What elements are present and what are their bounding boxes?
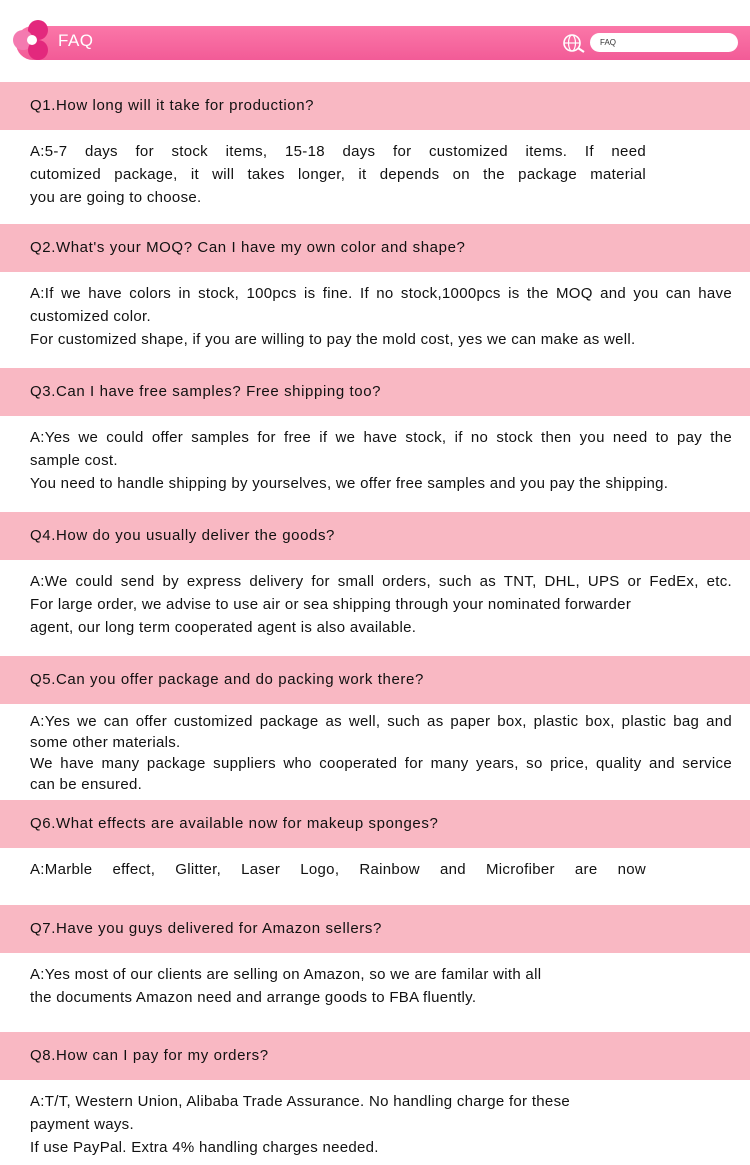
faq-answer: A:T/T, Western Union, Alibaba Trade Assurance. No handling charge for these payment ways. If use PayPal. Extra 4% handling charges needed. (30, 1093, 571, 1156)
faq-item-7 (0, 905, 750, 1032)
faq-question: Q5.Can you offer package and do packing work there? (0, 656, 750, 704)
search-input[interactable] (590, 33, 738, 52)
flower-logo-icon (10, 18, 54, 62)
faq-answer: A:We could send by express delivery for small orders, such as TNT, DHL, UPS or FedEx, etc. For large order, we advise to use air or sea shipping through your nominated forwarder agent, our long term cooperated agent is also available. (30, 573, 732, 636)
faq-item-8 (0, 1032, 750, 1165)
faq-list (0, 82, 750, 1165)
faq-item-5 (0, 656, 750, 800)
faq-question: Q4.How do you usually deliver the goods? (0, 512, 750, 560)
globe-search-icon[interactable] (562, 33, 586, 53)
faq-item-4 (0, 512, 750, 656)
faq-item-1 (0, 82, 750, 224)
faq-header (0, 0, 750, 70)
header-title: FAQ (58, 31, 94, 50)
faq-answer: A:Yes most of our clients are selling on Amazon, so we are familar with all the documents Amazon need and arrange goods to FBA fluently. (30, 966, 542, 1006)
faq-item-2 (0, 224, 750, 368)
faq-item-3 (0, 368, 750, 512)
faq-question: Q1.How long will it take for production? (0, 82, 750, 130)
faq-answer: A:Yes we can offer customized package as well, such as paper box, plastic box, plastic bag and some other materials. We have many package suppliers who cooperated for many years, so price, quality and service can be ensured. (30, 713, 732, 793)
faq-answer: A:Yes we could offer samples for free if we have stock, if no stock then you need to pay the sample cost. You need to handle shipping by yourselves, we offer free samples and you pay the shipping. (30, 429, 732, 492)
faq-answer: A:Marble effect, Glitter, Laser Logo, Rainbow and Microfiber are now (30, 861, 646, 878)
faq-answer: A:5-7 days for stock items, 15-18 days for customized items. If need cutomized package, it will takes longer, it depends on the package material you are going to choose. (30, 143, 646, 206)
faq-question: Q3.Can I have free samples? Free shipping too? (0, 368, 750, 416)
faq-question: Q6.What effects are available now for makeup sponges? (0, 800, 750, 848)
faq-question: Q7.Have you guys delivered for Amazon sellers? (0, 905, 750, 953)
faq-question: Q8.How can I pay for my orders? (0, 1032, 750, 1080)
faq-item-6 (0, 800, 750, 905)
faq-question: Q2.What's your MOQ? Can I have my own color and shape? (0, 224, 750, 272)
faq-answer: A:If we have colors in stock, 100pcs is fine. If no stock,1000pcs is the MOQ and you can have customized color. For customized shape, if you are willing to pay the mold cost, yes we can make as well. (30, 285, 732, 348)
